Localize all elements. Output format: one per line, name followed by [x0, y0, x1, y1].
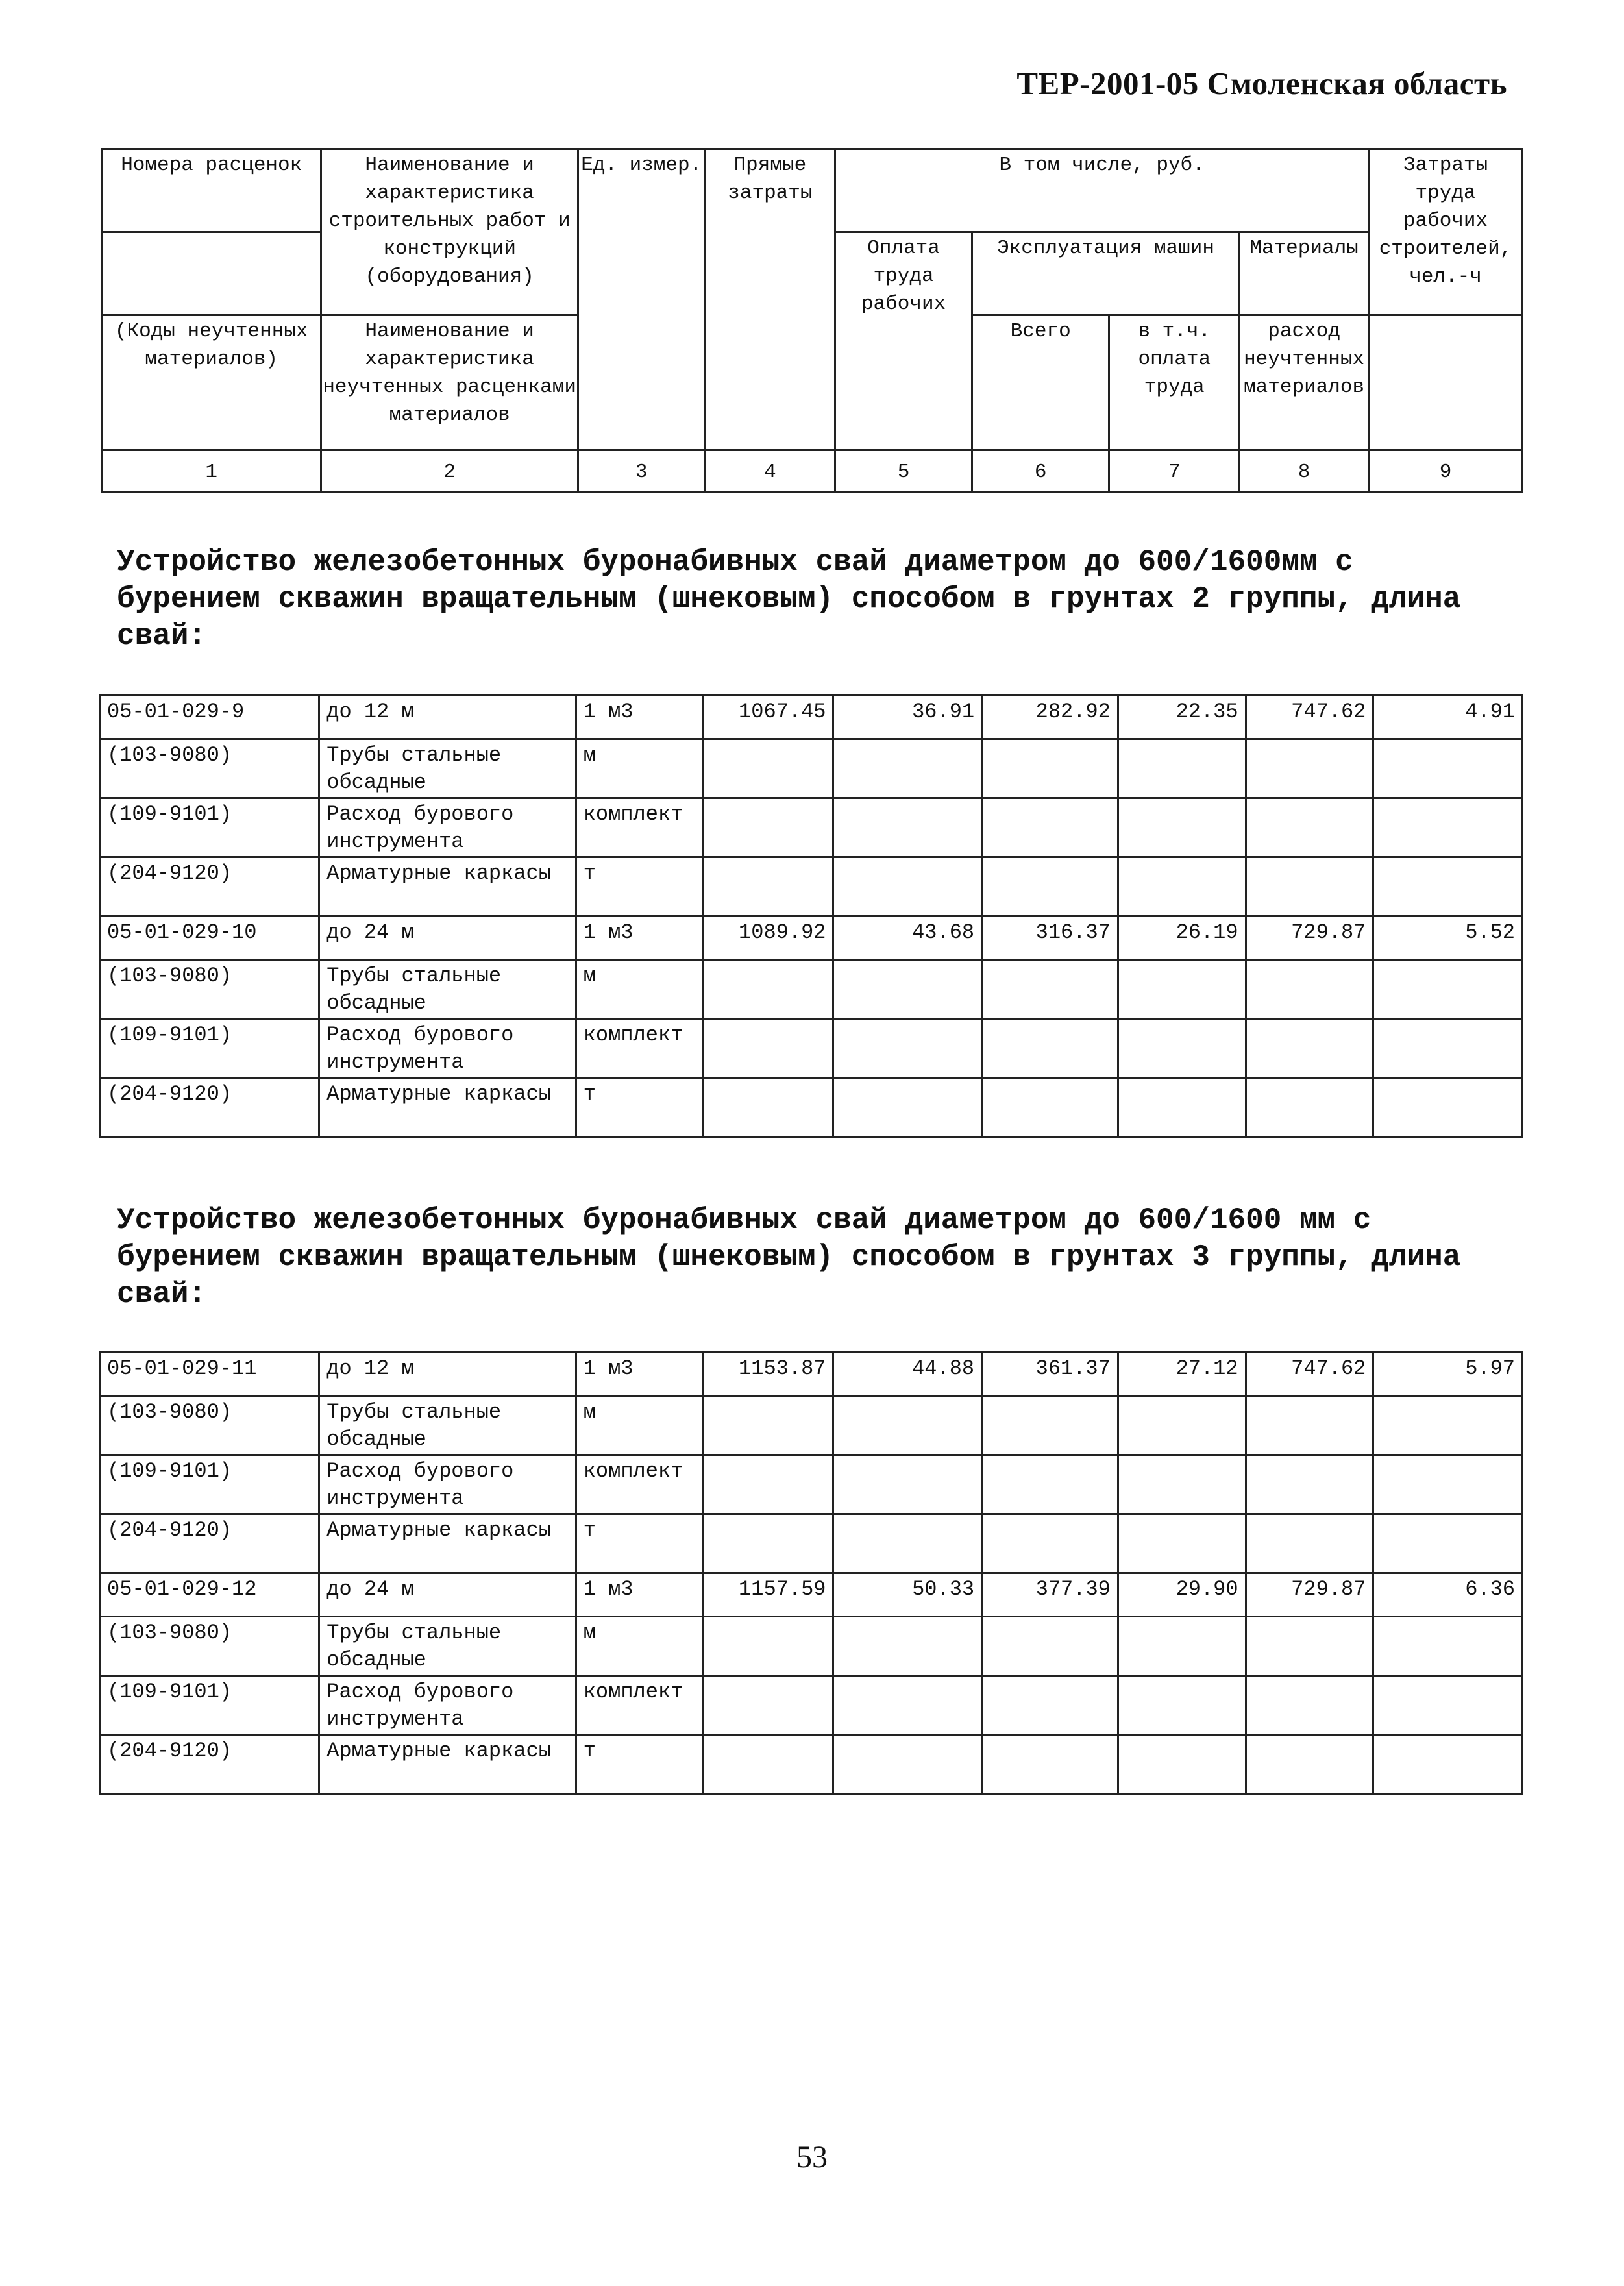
cell-name: до 12 м	[319, 696, 576, 739]
cell-labor-pay	[833, 1396, 982, 1455]
cell-unit: комплект	[576, 1455, 703, 1514]
material-row	[100, 1676, 1523, 1735]
header-labor-pay: Оплата труда рабочих	[835, 232, 972, 450]
cell-materials: 747.62	[1246, 696, 1373, 739]
rate-row	[100, 696, 1523, 739]
column-number: 6	[972, 450, 1109, 493]
cell-labor-hours	[1373, 1617, 1523, 1676]
cell-labor-pay	[833, 739, 982, 798]
cell-machine-total	[982, 798, 1118, 857]
cell-unit: комплект	[576, 1019, 703, 1078]
cell-code: (103-9080)	[100, 960, 319, 1019]
cell-direct-costs	[703, 1396, 833, 1455]
cell-machine-total	[982, 739, 1118, 798]
cell-name: Трубы стальные обсадные	[319, 739, 576, 798]
cell-materials	[1246, 739, 1373, 798]
cell-materials	[1246, 1019, 1373, 1078]
cell-labor-hours	[1373, 1455, 1523, 1514]
cell-name: Трубы стальные обсадные	[319, 960, 576, 1019]
cell-materials	[1246, 1455, 1373, 1514]
cell-labor-pay: 43.68	[833, 916, 982, 960]
cell-name: до 24 м	[319, 916, 576, 960]
cell-unit: т	[576, 857, 703, 916]
page-number: 53	[796, 2140, 828, 2174]
cell-machine-labor	[1118, 798, 1246, 857]
cell-labor-pay	[833, 1019, 982, 1078]
cell-direct-costs	[703, 798, 833, 857]
cell-unit: комплект	[576, 1676, 703, 1735]
cell-machine-labor	[1118, 739, 1246, 798]
rates-table-group-2	[99, 694, 1523, 1138]
header-machine-labor: в т.ч. оплата труда	[1109, 315, 1240, 450]
cell-labor-hours: 4.91	[1373, 696, 1523, 739]
cell-unit: 1 м3	[576, 696, 703, 739]
cell-machine-total	[982, 1514, 1118, 1573]
cell-direct-costs: 1153.87	[703, 1353, 833, 1396]
cell-name: Расход бурового инструмента	[319, 1019, 576, 1078]
cell-machine-total	[982, 857, 1118, 916]
cell-labor-pay	[833, 1514, 982, 1573]
cell-unit: м	[576, 1396, 703, 1455]
cell-materials	[1246, 1078, 1373, 1137]
cell-labor-pay	[833, 1735, 982, 1794]
cell-unit: м	[576, 1617, 703, 1676]
cell-labor-hours	[1373, 798, 1523, 857]
cell-unit: 1 м3	[576, 1573, 703, 1617]
cell-labor-hours	[1373, 1078, 1523, 1137]
cell-name: Расход бурового инструмента	[319, 1676, 576, 1735]
cell-labor-pay: 44.88	[833, 1353, 982, 1396]
cell-name: до 24 м	[319, 1573, 576, 1617]
cell-labor-hours	[1373, 1735, 1523, 1794]
cell-name: Трубы стальные обсадные	[319, 1396, 576, 1455]
cell-machine-labor: 26.19	[1118, 916, 1246, 960]
cell-direct-costs	[703, 857, 833, 916]
cell-labor-hours	[1373, 960, 1523, 1019]
header-table	[101, 148, 1523, 493]
header-unaccounted-consumption: расход неучтенных материалов	[1240, 315, 1369, 450]
header-unaccounted-codes: (Коды неучтенных материалов)	[102, 315, 321, 450]
cell-labor-hours	[1373, 1396, 1523, 1455]
section-title: Устройство железобетонных буронабивных свай диаметром до 600/1600мм с бурением скважин вращательным (шнековым) способом в грунтах 2 группы, длина свай:	[117, 545, 1461, 653]
cell-code: 05-01-029-9	[100, 696, 319, 739]
cell-machine-total: 316.37	[982, 916, 1118, 960]
cell-labor-pay	[833, 1078, 982, 1137]
cell-materials	[1246, 1735, 1373, 1794]
cell-machine-total: 377.39	[982, 1573, 1118, 1617]
cell-code: (204-9120)	[100, 1514, 319, 1573]
cell-direct-costs	[703, 1514, 833, 1573]
cell-direct-costs	[703, 1078, 833, 1137]
cell-machine-labor	[1118, 1455, 1246, 1514]
header-work-name: Наименование и характеристика строительных работ и конструкций (оборудования)	[321, 149, 578, 315]
cell-machine-total	[982, 1078, 1118, 1137]
cell-code: (103-9080)	[100, 739, 319, 798]
cell-materials	[1246, 960, 1373, 1019]
cell-machine-labor	[1118, 1676, 1246, 1735]
cell-labor-pay	[833, 857, 982, 916]
header-including: В том числе, руб.	[835, 149, 1369, 232]
cell-machine-labor: 22.35	[1118, 696, 1246, 739]
header-unaccounted-names: Наименование и характеристика неучтенных расценками материалов	[321, 315, 578, 450]
cell-unit: 1 м3	[576, 916, 703, 960]
rates-table-group-3	[99, 1351, 1523, 1795]
cell-materials: 747.62	[1246, 1353, 1373, 1396]
cell-direct-costs: 1089.92	[703, 916, 833, 960]
cell-materials	[1246, 1617, 1373, 1676]
cell-unit: комплект	[576, 798, 703, 857]
cell-materials	[1246, 1676, 1373, 1735]
material-row	[100, 1396, 1523, 1455]
cell-name: Расход бурового инструмента	[319, 1455, 576, 1514]
header-direct-costs: Прямые затраты	[705, 149, 835, 450]
cell-code: (204-9120)	[100, 1078, 319, 1137]
cell-direct-costs	[703, 739, 833, 798]
cell-machine-labor	[1118, 857, 1246, 916]
cell-machine-total	[982, 1019, 1118, 1078]
cell-name: Арматурные каркасы	[319, 857, 576, 916]
header-spacer	[102, 232, 321, 315]
cell-code: 05-01-029-12	[100, 1573, 319, 1617]
cell-machine-labor	[1118, 1396, 1246, 1455]
material-row	[100, 1735, 1523, 1794]
cell-unit: 1 м3	[576, 1353, 703, 1396]
header-rate-numbers: Номера расценок	[102, 149, 321, 232]
header-materials: Материалы	[1240, 232, 1369, 315]
cell-materials: 729.87	[1246, 916, 1373, 960]
column-number: 7	[1109, 450, 1240, 493]
cell-machine-labor	[1118, 1514, 1246, 1573]
cell-machine-labor: 29.90	[1118, 1573, 1246, 1617]
cell-unit: т	[576, 1514, 703, 1573]
material-row	[100, 960, 1523, 1019]
cell-materials: 729.87	[1246, 1573, 1373, 1617]
material-row	[100, 857, 1523, 916]
cell-direct-costs	[703, 1676, 833, 1735]
cell-labor-hours	[1373, 1019, 1523, 1078]
cell-code: (204-9120)	[100, 857, 319, 916]
cell-direct-costs	[703, 1455, 833, 1514]
cell-machine-total	[982, 1455, 1118, 1514]
cell-name: Арматурные каркасы	[319, 1078, 576, 1137]
cell-labor-hours: 5.97	[1373, 1353, 1523, 1396]
cell-code: 05-01-029-10	[100, 916, 319, 960]
section-title: Устройство железобетонных буронабивных свай диаметром до 600/1600 мм с бурением скважин вращательным (шнековым) способом в грунтах 3 группы, длина свай:	[117, 1203, 1461, 1311]
cell-machine-total	[982, 960, 1118, 1019]
cell-direct-costs	[703, 1617, 833, 1676]
header-unit: Ед. измер.	[578, 149, 705, 450]
cell-machine-labor	[1118, 1078, 1246, 1137]
cell-machine-labor	[1118, 1019, 1246, 1078]
cell-direct-costs: 1067.45	[703, 696, 833, 739]
cell-code: (109-9101)	[100, 1019, 319, 1078]
column-number: 8	[1240, 450, 1369, 493]
cell-labor-hours	[1373, 1676, 1523, 1735]
cell-unit: м	[576, 960, 703, 1019]
cell-code: (103-9080)	[100, 1396, 319, 1455]
header-spacer	[1369, 315, 1523, 450]
cell-name: Арматурные каркасы	[319, 1514, 576, 1573]
cell-code: (109-9101)	[100, 798, 319, 857]
cell-machine-total: 282.92	[982, 696, 1118, 739]
material-row	[100, 1078, 1523, 1137]
cell-name: Расход бурового инструмента	[319, 798, 576, 857]
cell-unit: т	[576, 1735, 703, 1794]
cell-code: (204-9120)	[100, 1735, 319, 1794]
cell-unit: м	[576, 739, 703, 798]
material-row	[100, 1019, 1523, 1078]
cell-labor-hours	[1373, 857, 1523, 916]
cell-labor-pay	[833, 1455, 982, 1514]
column-number: 2	[321, 450, 578, 493]
cell-labor-pay	[833, 1676, 982, 1735]
cell-machine-total	[982, 1396, 1118, 1455]
material-row	[100, 739, 1523, 798]
material-row	[100, 798, 1523, 857]
cell-machine-total: 361.37	[982, 1353, 1118, 1396]
rate-row	[100, 1573, 1523, 1617]
cell-labor-pay	[833, 1617, 982, 1676]
cell-code: 05-01-029-11	[100, 1353, 319, 1396]
cell-direct-costs	[703, 1735, 833, 1794]
cell-labor-pay: 50.33	[833, 1573, 982, 1617]
rate-row	[100, 916, 1523, 960]
cell-machine-labor: 27.12	[1118, 1353, 1246, 1396]
material-row	[100, 1455, 1523, 1514]
cell-unit: т	[576, 1078, 703, 1137]
cell-name: до 12 м	[319, 1353, 576, 1396]
column-number: 9	[1369, 450, 1523, 493]
cell-labor-pay	[833, 798, 982, 857]
cell-code: (109-9101)	[100, 1676, 319, 1735]
cell-name: Арматурные каркасы	[319, 1735, 576, 1794]
cell-materials	[1246, 1396, 1373, 1455]
page-title: ТЕР-2001-05 Смоленская область	[1016, 66, 1507, 101]
cell-code: (109-9101)	[100, 1455, 319, 1514]
cell-direct-costs	[703, 1019, 833, 1078]
cell-materials	[1246, 798, 1373, 857]
cell-machine-total	[982, 1617, 1118, 1676]
rate-row	[100, 1353, 1523, 1396]
material-row	[100, 1514, 1523, 1573]
cell-labor-hours: 5.52	[1373, 916, 1523, 960]
cell-materials	[1246, 1514, 1373, 1573]
column-number: 3	[578, 450, 705, 493]
cell-code: (103-9080)	[100, 1617, 319, 1676]
cell-machine-labor	[1118, 1735, 1246, 1794]
header-machine-total: Всего	[972, 315, 1109, 450]
cell-name: Трубы стальные обсадные	[319, 1617, 576, 1676]
cell-labor-pay: 36.91	[833, 696, 982, 739]
material-row	[100, 1617, 1523, 1676]
cell-direct-costs	[703, 960, 833, 1019]
header-labor-hours: Затраты труда рабочих строителей, чел.-ч	[1369, 149, 1523, 315]
cell-labor-hours	[1373, 739, 1523, 798]
cell-machine-total	[982, 1676, 1118, 1735]
cell-materials	[1246, 857, 1373, 916]
cell-labor-hours	[1373, 1514, 1523, 1573]
column-number: 5	[835, 450, 972, 493]
cell-machine-total	[982, 1735, 1118, 1794]
column-number: 1	[102, 450, 321, 493]
cell-machine-labor	[1118, 960, 1246, 1019]
cell-direct-costs: 1157.59	[703, 1573, 833, 1617]
cell-labor-pay	[833, 960, 982, 1019]
cell-machine-labor	[1118, 1617, 1246, 1676]
cell-labor-hours: 6.36	[1373, 1573, 1523, 1617]
column-number: 4	[705, 450, 835, 493]
header-machine-operation: Эксплуатация машин	[972, 232, 1239, 315]
